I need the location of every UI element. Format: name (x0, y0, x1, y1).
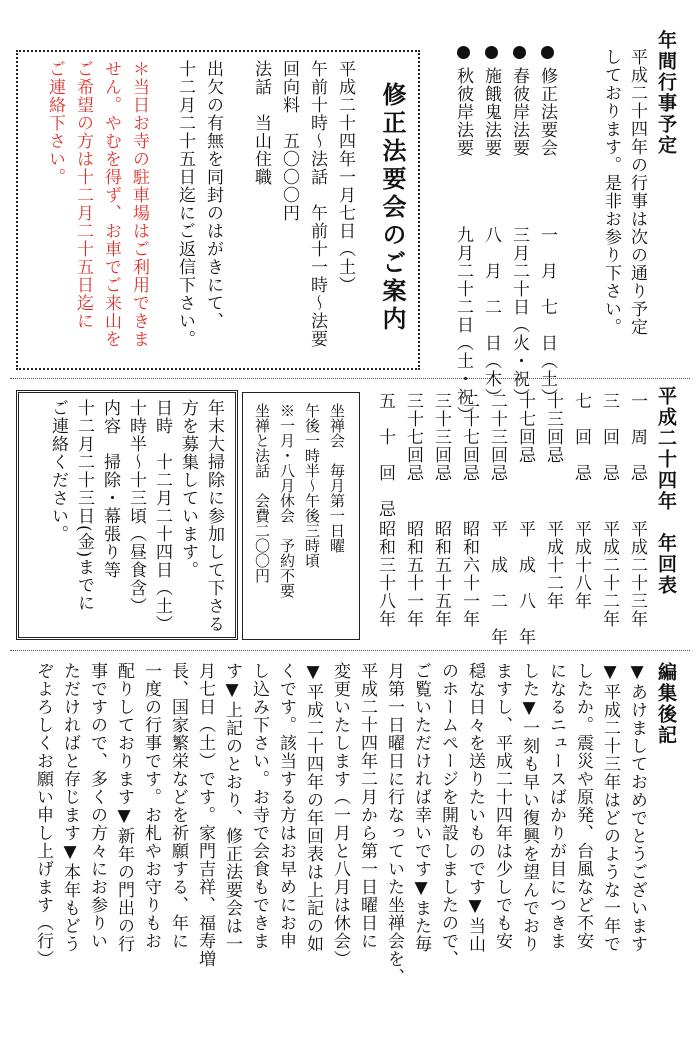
kaiki-year: 昭和六十一年 (459, 520, 479, 628)
kaiki-name: 七 回 忌 (571, 392, 591, 482)
afterword-line: した▼一刻も早い復興を望んでおり (519, 662, 539, 953)
afterword-line: し込み下さい。お寺で会食もできま (249, 662, 269, 950)
event-name: 春彼岸法要 (509, 67, 529, 157)
kaiki-year: 平 成 二 年 (487, 520, 507, 646)
afterword-line: ご覧いただければ幸いです▼また毎 (411, 662, 431, 953)
afterword-line: 長、国家繁栄などを祈願する、年に (168, 662, 188, 950)
bullet-icon (457, 46, 470, 59)
kaiki-name: 十三回忌 (543, 392, 563, 464)
kaiki-year: 昭和五十一年 (403, 520, 423, 628)
afterword-line: 変更いたします（一月と八月は休会） (330, 662, 350, 968)
zazen-line: ※一月・八月休会 予約不要 (278, 403, 296, 598)
event-name: 秋彼岸法要 (453, 67, 473, 157)
kaiki-year: 平成二十二年 (599, 520, 619, 628)
afterword-title: 編集後記 (655, 662, 677, 746)
shusho-line: 平成二十四年一月七日（土） (335, 60, 355, 294)
afterword-line: 事ですので、多くの方々にお参りい (87, 662, 107, 950)
afterword-line: したか。震災や原発、台風など不安 (573, 662, 593, 950)
shusho-line: 午前十時〜法話 午前十一時〜法要 (307, 60, 327, 348)
parking-note-line: せん。やむを得ず、お車でご来山を (101, 60, 121, 348)
event-date: 八 月 二 日（木） (481, 226, 501, 406)
kaiki-name: 一 周 忌 (627, 392, 647, 482)
afterword-line: のホームページを開設しましたので、 (438, 662, 458, 968)
event-row (538, 46, 555, 157)
kaiki-name: 二十七回忌 (459, 392, 479, 482)
event-date: 九月二十二日（土・祝） (453, 226, 473, 424)
kaiki-name: 五 十 回 忌 (375, 392, 395, 518)
afterword-line: す▼上記のとおり、修正法要会は一 (222, 662, 242, 953)
event-date: 一 月 七 日（土） (537, 226, 557, 406)
cleaning-line: 内容 掃除・幕張り等 (100, 399, 120, 579)
parking-note-line: ＊当日お寺の駐車場はご利用できま (129, 60, 149, 348)
afterword-line: 平成二十四年二月から第一日曜日に (357, 662, 377, 950)
section-divider (10, 650, 690, 651)
afterword-line: 配りしております▼新年の門出の行 (114, 662, 134, 953)
afterword-line: 月第一日曜日に行なっていた坐禅会を、 (384, 662, 404, 986)
event-row (454, 46, 471, 157)
cleaning-line: 十時半〜十三頃（昼食含） (126, 399, 146, 615)
event-name: 施餓鬼法要 (481, 67, 501, 157)
kaiki-year: 昭和三十八年 (375, 520, 395, 628)
afterword-line: ぞよろしくお願い申し上げます（行） (33, 662, 53, 968)
afterword-line: ▼平成二十三年はどのような一年で (600, 662, 620, 953)
annual-title: 年間行事予定 (655, 30, 677, 156)
kaiki-year: 平成十八年 (571, 520, 591, 610)
afterword-line: 月七日（土）です。家門吉祥、福寿増 (195, 662, 215, 968)
kaiki-year: 昭和五十五年 (431, 520, 451, 628)
parking-note-line: ご連絡下さい。 (45, 60, 65, 186)
afterword-line: ▼あけましておめでとうございます (627, 662, 647, 953)
kaiki-year: 平 成 八 年 (515, 520, 535, 646)
zazen-line: 午後一時半〜午後三時頃 (303, 403, 321, 568)
kaiki-year: 平成二十三年 (627, 520, 647, 628)
afterword-line: ▼平成二十四年の年回表は上記の如 (303, 662, 323, 953)
parking-note-line: ご希望の方は十二月二十五日迄に (73, 60, 93, 330)
event-row (510, 46, 527, 157)
shusho-title: 修正法要会のご案内 (378, 82, 407, 334)
afterword-line: 一度の行事です。お札やお守りもお (141, 662, 161, 950)
afterword-line: ますし、平成二十四年は少しでも安 (492, 662, 512, 950)
kaiki-name: 三 回 忌 (599, 392, 619, 482)
year-end-cleaning-box (16, 390, 238, 640)
zazen-line: 坐禅会 毎月第一日曜 (328, 403, 346, 553)
afterword-line: 穏な日々を送りたいものです▼当山 (465, 662, 485, 953)
bullet-icon (541, 46, 554, 59)
event-date: 三月二十日（火・祝） (509, 226, 529, 406)
cleaning-line: 年末大掃除に参加して下さる (204, 399, 224, 633)
zazen-line: 坐禅と法話 会費二〇〇円 (253, 403, 271, 583)
section-divider (10, 378, 690, 379)
kaiki-name: 三十七回忌 (403, 392, 423, 482)
annual-intro-line: しております。是非お参り下さい。 (601, 48, 621, 336)
afterword-line: になるニュースばかりが目につきま (546, 662, 566, 950)
cleaning-line: 日時 十二月二十四日（土） (152, 399, 172, 633)
cleaning-line: ご連絡ください。 (48, 399, 68, 543)
cleaning-line: 十二月二十三日(金)までに (74, 399, 94, 613)
bullet-icon (485, 46, 498, 59)
afterword-line: ただければと存じます▼本年もどう (60, 662, 80, 953)
shusho-line: 法話 当山住職 (251, 60, 271, 186)
annual-intro-line: 平成二十四年の行事は次の通り予定 (627, 48, 647, 336)
event-row (482, 46, 499, 157)
shusho-notice-box (16, 50, 420, 370)
reply-line: 出欠の有無を同封のはがきにて、 (203, 60, 223, 330)
kaiki-name: 三十三回忌 (431, 392, 451, 482)
kaiki-name: 二十三回忌 (487, 392, 507, 482)
cleaning-line: 方を募集しています。 (178, 399, 198, 579)
kaiki-title: 平成二十四年 年回表 (655, 386, 677, 596)
kaiki-year: 平成十二年 (543, 520, 563, 610)
bullet-icon (513, 46, 526, 59)
event-name: 修正法要会 (537, 67, 557, 157)
zazen-box (242, 392, 360, 640)
shusho-line: 回向料 五〇〇〇円 (279, 60, 299, 222)
reply-line: 十二月二十五日迄にご返信下さい。 (175, 60, 195, 348)
kaiki-name: 十七回忌 (515, 392, 535, 464)
afterword-line: くです。該当する方はお早めにお申 (276, 662, 296, 950)
